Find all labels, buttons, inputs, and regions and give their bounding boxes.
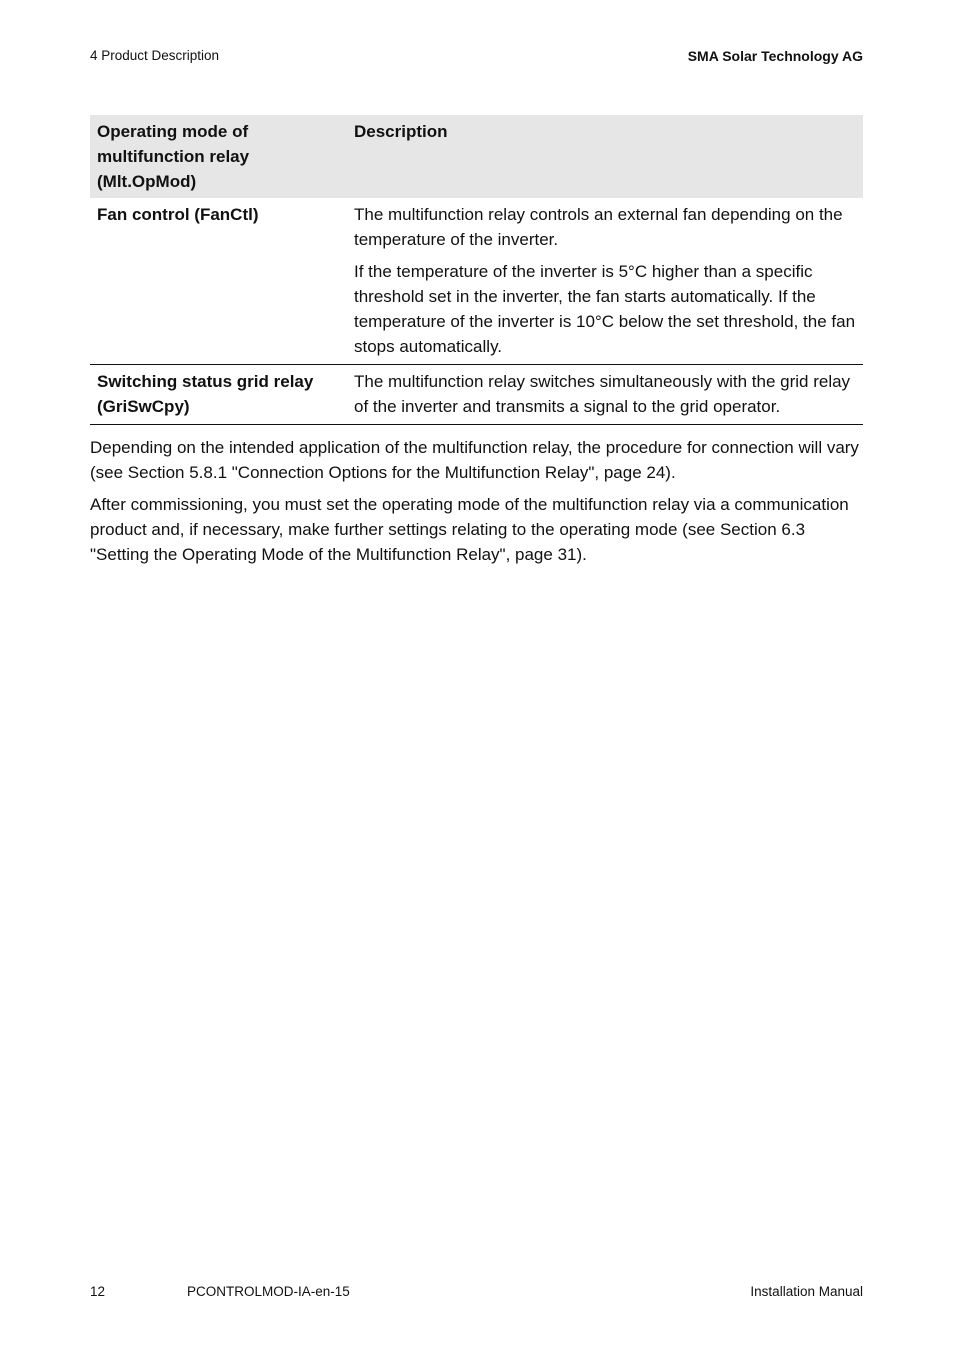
header-description: Description: [354, 122, 448, 141]
page-header: [90, 48, 863, 68]
page-number: 12: [90, 1284, 106, 1299]
body-text: [90, 435, 863, 574]
page-footer: [90, 1284, 863, 1304]
operating-mode-table: [90, 115, 863, 425]
description-paragraph: The multifunction relay controls an external fan depending on the temperature of the inverter.: [354, 205, 843, 249]
document-title: Installation Manual: [750, 1284, 863, 1299]
company-name: SMA Solar Technology AG: [687, 48, 863, 64]
description-paragraph: The multifunction relay switches simultaneously with the grid relay of the inverter and transmits a signal to the grid operator.: [354, 372, 851, 416]
body-paragraph: Depending on the intended application of the multifunction relay, the procedure for connection will vary (see Section 5.8.1 "Connection Options for the Multifunction Relay", page 24).: [90, 438, 859, 482]
body-paragraph: After commissioning, you must set the operating mode of the multifunction relay via a communication product and, if necessary, make further settings relating to the operating mode (see Section 6.3 "Setting the Operating Mode of the Multifunction Relay", page 31).: [90, 495, 849, 564]
mode-cell: Switching status grid relay (GriSwCpy): [97, 372, 314, 416]
document-id: PCONTROLMOD-IA-en-15: [187, 1284, 350, 1299]
table-header-row: [90, 115, 863, 198]
description-cell: [347, 198, 863, 365]
mode-cell: Fan control (FanCtl): [97, 205, 259, 224]
description-cell: [347, 365, 863, 425]
section-title: 4 Product Description: [90, 48, 220, 63]
table-row: [90, 365, 863, 425]
table-row: [90, 198, 863, 365]
description-paragraph: If the temperature of the inverter is 5°C higher than a specific threshold set in the inverter, the fan starts automatically. If the temperature of the inverter is 10°C below the set threshold, the fan stops automatically.: [354, 262, 856, 356]
header-operating-mode: Operating mode of multifunction relay (Mlt.OpMod): [97, 122, 250, 191]
